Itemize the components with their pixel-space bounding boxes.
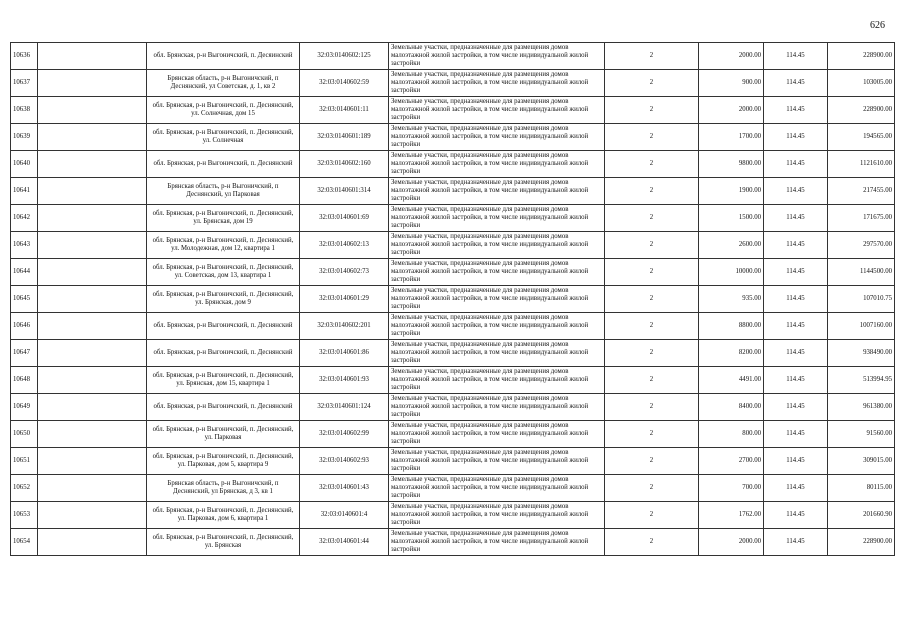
spacer-cell [38, 178, 147, 205]
area-cell: 1500.00 [699, 205, 764, 232]
area-cell: 2000.00 [699, 43, 764, 70]
land-purpose-cell: Земельные участки, предназначенные для размещения домов малоэтажной жилой застройки, в том числе индивидуальной жилой застройки [389, 178, 605, 205]
spacer-cell [38, 313, 147, 340]
land-purpose-cell: Земельные участки, предназначенные для размещения домов малоэтажной жилой застройки, в том числе индивидуальной жилой застройки [389, 394, 605, 421]
cadastral-value-cell: 91560.00 [828, 421, 895, 448]
address-cell: обл. Брянская, р-н Выгоничский, п. Деснянский, ул. Брянская, дом 9 [147, 286, 300, 313]
spacer-cell [38, 448, 147, 475]
area-cell: 9800.00 [699, 151, 764, 178]
land-purpose-cell: Земельные участки, предназначенные для размещения домов малоэтажной жилой застройки, в том числе индивидуальной жилой застройки [389, 502, 605, 529]
spacer-cell [38, 475, 147, 502]
address-cell: обл. Брянская, р-н Выгоничский, п. Десяинский [147, 43, 300, 70]
row-number-cell: 10643 [11, 232, 38, 259]
cadastral-number-cell: 32:03:0140602:59 [300, 70, 389, 97]
spacer-cell [38, 340, 147, 367]
category-cell: 2 [605, 529, 699, 556]
cadastral-value-cell: 80115.00 [828, 475, 895, 502]
table-row [11, 367, 895, 394]
rate-cell: 114.45 [764, 259, 828, 286]
rate-cell: 114.45 [764, 286, 828, 313]
table-row [11, 340, 895, 367]
area-cell: 2700.00 [699, 448, 764, 475]
spacer-cell [38, 232, 147, 259]
spacer-cell [38, 286, 147, 313]
category-cell: 2 [605, 475, 699, 502]
table-row [11, 178, 895, 205]
land-purpose-cell: Земельные участки, предназначенные для размещения домов малоэтажной жилой застройки, в том числе индивидуальной жилой застройки [389, 421, 605, 448]
land-purpose-cell: Земельные участки, предназначенные для размещения домов малоэтажной жилой застройки, в том числе индивидуальной жилой застройки [389, 151, 605, 178]
cadastral-value-cell: 1144500.00 [828, 259, 895, 286]
land-purpose-cell: Земельные участки, предназначенные для размещения домов малоэтажной жилой застройки, в том числе индивидуальной жилой застройки [389, 124, 605, 151]
area-cell: 2000.00 [699, 529, 764, 556]
category-cell: 2 [605, 313, 699, 340]
land-purpose-cell: Земельные участки, предназначенные для размещения домов малоэтажной жилой застройки, в том числе индивидуальной жилой застройки [389, 205, 605, 232]
address-cell: обл. Брянская, р-н Выгоничский, п. Деснянский, ул. Молодежная, дом 12, квартира 1 [147, 232, 300, 259]
spacer-cell [38, 259, 147, 286]
spacer-cell [38, 124, 147, 151]
cadastral-number-cell: 32:03:0140602:99 [300, 421, 389, 448]
address-cell: обл. Брянская, р-н Выгоничский, п. Деснянский, ул. Солнечная [147, 124, 300, 151]
rate-cell: 114.45 [764, 97, 828, 124]
cadastral-number-cell: 32:03:0140601:189 [300, 124, 389, 151]
area-cell: 10000.00 [699, 259, 764, 286]
rate-cell: 114.45 [764, 367, 828, 394]
rate-cell: 114.45 [764, 313, 828, 340]
cadastral-number-cell: 32:03:0140601:69 [300, 205, 389, 232]
address-cell: обл. Брянская, р-н Выгоничский, п. Деснянский, ул. Брянская [147, 529, 300, 556]
rate-cell: 114.45 [764, 475, 828, 502]
spacer-cell [38, 421, 147, 448]
cadastral-value-cell: 938490.00 [828, 340, 895, 367]
cadastral-value-cell: 228900.00 [828, 97, 895, 124]
area-cell: 900.00 [699, 70, 764, 97]
category-cell: 2 [605, 448, 699, 475]
rate-cell: 114.45 [764, 43, 828, 70]
rate-cell: 114.45 [764, 502, 828, 529]
table-row [11, 421, 895, 448]
table-row [11, 151, 895, 178]
table-row [11, 448, 895, 475]
area-cell: 2600.00 [699, 232, 764, 259]
area-cell: 2000.00 [699, 97, 764, 124]
category-cell: 2 [605, 259, 699, 286]
address-cell: обл. Брянская, р-н Выгоничский, п. Деснянский [147, 313, 300, 340]
address-cell: обл. Брянская, р-н Выгоничский, п. Деснянский, ул. Брянская, дом 19 [147, 205, 300, 232]
table-row [11, 124, 895, 151]
rate-cell: 114.45 [764, 529, 828, 556]
rate-cell: 114.45 [764, 178, 828, 205]
rate-cell: 114.45 [764, 340, 828, 367]
land-purpose-cell: Земельные участки, предназначенные для размещения домов малоэтажной жилой застройки, в том числе индивидуальной жилой застройки [389, 313, 605, 340]
cadastral-number-cell: 32:03:0140602:73 [300, 259, 389, 286]
row-number-cell: 10650 [11, 421, 38, 448]
spacer-cell [38, 367, 147, 394]
land-purpose-cell: Земельные участки, предназначенные для размещения домов малоэтажной жилой застройки, в том числе индивидуальной жилой застройки [389, 340, 605, 367]
address-cell: Брянская область, р-н Выгоничский, п Деснянский, ул Советская, д. 1, кв 2 [147, 70, 300, 97]
table-row [11, 529, 895, 556]
area-cell: 8400.00 [699, 394, 764, 421]
address-cell: обл. Брянская, р-н Выгоничский, п. Деснянский, ул. Солнечная, дом 15 [147, 97, 300, 124]
table-row [11, 286, 895, 313]
land-purpose-cell: Земельные участки, предназначенные для размещения домов малоэтажной жилой застройки, в том числе индивидуальной жилой застройки [389, 367, 605, 394]
address-cell: обл. Брянская, р-н Выгоничский, п. Деснянский [147, 394, 300, 421]
rate-cell: 114.45 [764, 151, 828, 178]
row-number-cell: 10648 [11, 367, 38, 394]
table-row [11, 475, 895, 502]
cadastral-number-cell: 32:03:0140602:125 [300, 43, 389, 70]
category-cell: 2 [605, 124, 699, 151]
row-number-cell: 10645 [11, 286, 38, 313]
address-cell: Брянская область, р-н Выгоничский, п Деснянский, ул Парковая [147, 178, 300, 205]
cadastral-number-cell: 32:03:0140601:44 [300, 529, 389, 556]
address-cell: обл. Брянская, р-н Выгоничский, п. Деснянский, ул. Советская, дом 13, квартира 1 [147, 259, 300, 286]
spacer-cell [38, 205, 147, 232]
cadastral-number-cell: 32:03:0140601:93 [300, 367, 389, 394]
address-cell: обл. Брянская, р-н Выгоничский, п. Деснянский, ул. Парковая, дом 6, квартира 1 [147, 502, 300, 529]
area-cell: 700.00 [699, 475, 764, 502]
row-number-cell: 10653 [11, 502, 38, 529]
land-purpose-cell: Земельные участки, предназначенные для размещения домов малоэтажной жилой застройки, в том числе индивидуальной жилой застройки [389, 232, 605, 259]
category-cell: 2 [605, 367, 699, 394]
spacer-cell [38, 502, 147, 529]
row-number-cell: 10642 [11, 205, 38, 232]
category-cell: 2 [605, 70, 699, 97]
category-cell: 2 [605, 394, 699, 421]
cadastral-number-cell: 32:03:0140601:314 [300, 178, 389, 205]
row-number-cell: 10638 [11, 97, 38, 124]
rate-cell: 114.45 [764, 205, 828, 232]
land-purpose-cell: Земельные участки, предназначенные для размещения домов малоэтажной жилой застройки, в том числе индивидуальной жилой застройки [389, 286, 605, 313]
row-number-cell: 10644 [11, 259, 38, 286]
address-cell: обл. Брянская, р-н Выгоничский, п. Деснянский, ул. Парковая, дом 5, квартира 9 [147, 448, 300, 475]
land-purpose-cell: Земельные участки, предназначенные для размещения домов малоэтажной жилой застройки, в том числе индивидуальной жилой застройки [389, 70, 605, 97]
rate-cell: 114.45 [764, 232, 828, 259]
area-cell: 1762.00 [699, 502, 764, 529]
row-number-cell: 10636 [11, 43, 38, 70]
cadastral-number-cell: 32:03:0140601:124 [300, 394, 389, 421]
spacer-cell [38, 151, 147, 178]
address-cell: Брянская область, р-н Выгоничский, п Деснянский, ул Брянская, д 3, кв 1 [147, 475, 300, 502]
area-cell: 4491.00 [699, 367, 764, 394]
row-number-cell: 10646 [11, 313, 38, 340]
area-cell: 8200.00 [699, 340, 764, 367]
table-row [11, 502, 895, 529]
table-row [11, 232, 895, 259]
spacer-cell [38, 529, 147, 556]
row-number-cell: 10640 [11, 151, 38, 178]
cadastral-value-cell: 513994.95 [828, 367, 895, 394]
spacer-cell [38, 43, 147, 70]
address-cell: обл. Брянская, р-н Выгоничский, п. Деснянский, ул. Брянская, дом 15, квартира 1 [147, 367, 300, 394]
table-row [11, 394, 895, 421]
row-number-cell: 10649 [11, 394, 38, 421]
address-cell: обл. Брянская, р-н Выгоничский, п. Деснянский [147, 151, 300, 178]
category-cell: 2 [605, 178, 699, 205]
cadastral-number-cell: 32:03:0140601:43 [300, 475, 389, 502]
spacer-cell [38, 97, 147, 124]
land-purpose-cell: Земельные участки, предназначенные для размещения домов малоэтажной жилой застройки, в том числе индивидуальной жилой застройки [389, 448, 605, 475]
cadastral-value-cell: 1121610.00 [828, 151, 895, 178]
category-cell: 2 [605, 421, 699, 448]
cadastral-value-cell: 228900.00 [828, 43, 895, 70]
land-purpose-cell: Земельные участки, предназначенные для размещения домов малоэтажной жилой застройки, в том числе индивидуальной жилой застройки [389, 43, 605, 70]
cadastral-value-cell: 228900.00 [828, 529, 895, 556]
area-cell: 935.00 [699, 286, 764, 313]
table-row [11, 205, 895, 232]
row-number-cell: 10637 [11, 70, 38, 97]
category-cell: 2 [605, 232, 699, 259]
rate-cell: 114.45 [764, 448, 828, 475]
rate-cell: 114.45 [764, 124, 828, 151]
cadastral-value-cell: 171675.00 [828, 205, 895, 232]
area-cell: 1900.00 [699, 178, 764, 205]
address-cell: обл. Брянская, р-н Выгоничский, п. Деснянский, ул. Парковая [147, 421, 300, 448]
table-row [11, 313, 895, 340]
cadastral-value-cell: 201660.90 [828, 502, 895, 529]
row-number-cell: 10652 [11, 475, 38, 502]
rate-cell: 114.45 [764, 394, 828, 421]
cadastral-value-cell: 194565.00 [828, 124, 895, 151]
cadastral-value-cell: 217455.00 [828, 178, 895, 205]
category-cell: 2 [605, 340, 699, 367]
table-row [11, 70, 895, 97]
row-number-cell: 10651 [11, 448, 38, 475]
cadastral-number-cell: 32:03:0140602:201 [300, 313, 389, 340]
table-row [11, 43, 895, 70]
rate-cell: 114.45 [764, 421, 828, 448]
address-cell: обл. Брянская, р-н Выгоничский, п. Деснянский [147, 340, 300, 367]
area-cell: 8800.00 [699, 313, 764, 340]
area-cell: 1700.00 [699, 124, 764, 151]
cadastral-number-cell: 32:03:0140602:13 [300, 232, 389, 259]
category-cell: 2 [605, 502, 699, 529]
category-cell: 2 [605, 151, 699, 178]
cadastral-number-cell: 32:03:0140601:29 [300, 286, 389, 313]
rate-cell: 114.45 [764, 70, 828, 97]
land-purpose-cell: Земельные участки, предназначенные для размещения домов малоэтажной жилой застройки, в том числе индивидуальной жилой застройки [389, 529, 605, 556]
cadastral-value-cell: 961380.00 [828, 394, 895, 421]
spacer-cell [38, 70, 147, 97]
cadastral-value-cell: 1007160.00 [828, 313, 895, 340]
cadastral-number-cell: 32:03:0140601:11 [300, 97, 389, 124]
row-number-cell: 10639 [11, 124, 38, 151]
cadastral-number-cell: 32:03:0140601:4 [300, 502, 389, 529]
land-purpose-cell: Земельные участки, предназначенные для размещения домов малоэтажной жилой застройки, в том числе индивидуальной жилой застройки [389, 97, 605, 124]
table-row [11, 259, 895, 286]
land-purpose-cell: Земельные участки, предназначенные для размещения домов малоэтажной жилой застройки, в том числе индивидуальной жилой застройки [389, 259, 605, 286]
page-number: 626 [870, 20, 885, 31]
registry-body [11, 43, 895, 556]
cadastral-number-cell: 32:03:0140602:93 [300, 448, 389, 475]
land-purpose-cell: Земельные участки, предназначенные для размещения домов малоэтажной жилой застройки, в том числе индивидуальной жилой застройки [389, 475, 605, 502]
category-cell: 2 [605, 205, 699, 232]
cadastral-value-cell: 103005.00 [828, 70, 895, 97]
cadastral-value-cell: 297570.00 [828, 232, 895, 259]
cadastral-number-cell: 32:03:0140602:160 [300, 151, 389, 178]
area-cell: 800.00 [699, 421, 764, 448]
spacer-cell [38, 394, 147, 421]
cadastral-value-cell: 107010.75 [828, 286, 895, 313]
row-number-cell: 10647 [11, 340, 38, 367]
land-registry-table [10, 42, 895, 556]
cadastral-number-cell: 32:03:0140601:86 [300, 340, 389, 367]
row-number-cell: 10641 [11, 178, 38, 205]
category-cell: 2 [605, 286, 699, 313]
table-row [11, 97, 895, 124]
category-cell: 2 [605, 43, 699, 70]
category-cell: 2 [605, 97, 699, 124]
row-number-cell: 10654 [11, 529, 38, 556]
cadastral-value-cell: 309015.00 [828, 448, 895, 475]
